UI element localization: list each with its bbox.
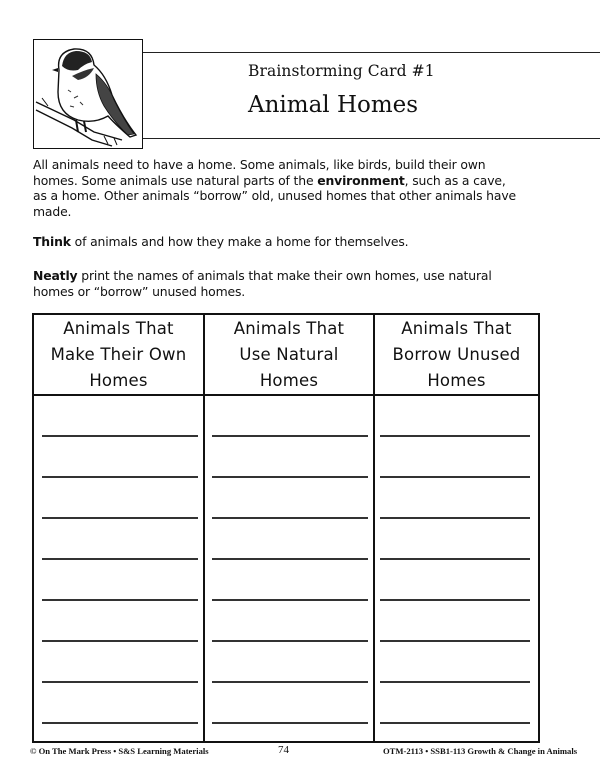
emphasis-environment: environment [317,172,405,188]
footer-product-code: OTM-2113 • SSB1-113 Growth & Change in Animals [383,746,578,756]
column-header-make-own: Animals That Make Their Own Homes [50,319,187,390]
chickadee-icon [34,40,141,147]
bird-illustration [33,39,143,149]
answer-line-borrow-unused[interactable] [380,599,530,601]
answer-line-use-natural[interactable] [212,599,368,601]
answer-line-make-own[interactable] [42,435,198,437]
page-title: Animal Homes [248,92,419,118]
answer-line-borrow-unused[interactable] [380,640,530,642]
answer-line-borrow-unused[interactable] [380,681,530,683]
answer-line-use-natural[interactable] [212,558,368,560]
answer-line-make-own[interactable] [42,640,198,642]
answer-line-use-natural[interactable] [212,476,368,478]
intro-paragraph: All animals need to have a home. Some animals, like birds, build their own homes. Some animals use natural parts of the environment, such as a cave, as a home. Other animals “borrow” old, unused homes that other animals have made. [33,157,516,219]
answer-line-use-natural[interactable] [212,517,368,519]
answer-line-use-natural[interactable] [212,435,368,437]
column-header-use-natural: Animals That Use Natural Homes [233,319,345,390]
answer-line-make-own[interactable] [42,681,198,683]
answer-line-use-natural[interactable] [212,722,368,724]
answer-line-use-natural[interactable] [212,640,368,642]
card-label: Brainstorming Card #1 [248,62,435,80]
neatly-instruction: Neatly print the names of animals that make their own homes, use natural homes or “borrow” unused homes. [33,268,492,299]
answer-line-make-own[interactable] [42,599,198,601]
page-number: 74 [278,744,289,756]
think-instruction: Think of animals and how they make a home for themselves. [33,234,409,249]
answer-line-borrow-unused[interactable] [380,558,530,560]
footer-copyright: © On The Mark Press • S&S Learning Materials [30,746,209,756]
answer-line-make-own[interactable] [42,476,198,478]
answer-line-use-natural[interactable] [212,681,368,683]
animal-homes-table [32,313,540,743]
answer-line-borrow-unused[interactable] [380,476,530,478]
column-header-borrow-unused: Animals That Borrow Unused Homes [392,319,521,390]
answer-line-make-own[interactable] [42,722,198,724]
answer-line-borrow-unused[interactable] [380,435,530,437]
answer-line-make-own[interactable] [42,517,198,519]
answer-line-borrow-unused[interactable] [380,722,530,724]
answer-line-make-own[interactable] [42,558,198,560]
answer-line-borrow-unused[interactable] [380,517,530,519]
